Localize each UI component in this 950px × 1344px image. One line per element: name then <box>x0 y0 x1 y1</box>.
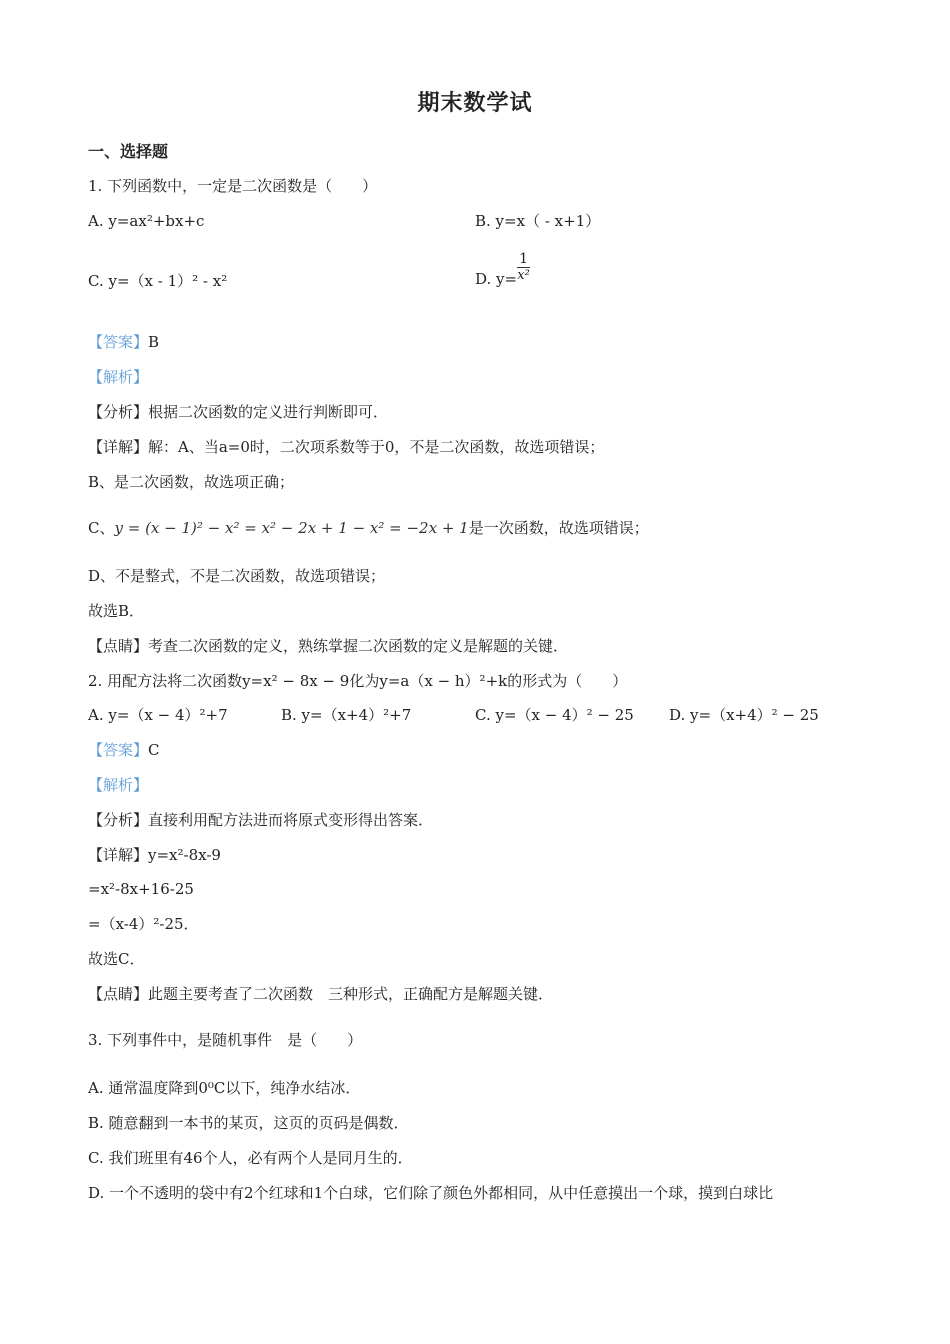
q2-choose: 故选C． <box>88 950 145 968</box>
q2-answer <box>88 740 160 760</box>
q1-line-d: D、不是整式，不是二次函数，故选项错误； <box>88 567 386 585</box>
q1-answer <box>88 332 159 352</box>
q1-option-b: B. y=x（ - x+1） <box>475 212 601 230</box>
q2-step1: =x²-8x+16-25 <box>88 880 194 898</box>
fraction-numerator: 1 <box>519 251 528 267</box>
q1-choose: 故选B． <box>88 602 145 620</box>
q2-option-a: A. y=（x − 4）²+7 <box>88 706 228 724</box>
q1-option-a: A. y=ax²+bx+c <box>88 212 205 230</box>
q2-stem: 2. 用配方法将二次函数y=x² − 8x − 9化为y=a（x − h）²+k的形式为（ ） <box>88 672 628 690</box>
section-heading: 一、选择题 <box>88 142 169 161</box>
q1-stem: 1. 下列函数中，一定是二次函数是（ ） <box>88 177 378 195</box>
q1-line-c <box>88 518 649 538</box>
q1-line-b: B、是二次函数，故选项正确； <box>88 473 295 491</box>
fraction <box>517 251 530 283</box>
q3-option-d: D. 一个不透明的袋中有2个红球和1个白球，它们除了颜色外都相同，从中任意摸出一个球，摸到白球比 <box>88 1184 774 1202</box>
q1-fenxi: 【分析】根据二次函数的定义进行判断即可． <box>88 403 389 421</box>
q3-option-c: C. 我们班里有46个人，必有两个人是同月生的． <box>88 1149 413 1167</box>
q3-option-a: A. 通常温度降到0⁰C以下，纯净水结冰． <box>88 1079 361 1097</box>
q1-xiangjie: 【详解】解：A、当a=0时，二次项系数等于0，不是二次函数，故选项错误； <box>88 438 605 456</box>
q1-dianjing: 【点睛】考查二次函数的定义，熟练掌握二次函数的定义是解题的关键． <box>88 637 569 655</box>
answer-tag: 【答案】 <box>88 741 149 759</box>
line-c-prefix: C、 <box>88 519 115 537</box>
q1-option-d-prefix: D. y= <box>475 270 518 288</box>
q3-option-b: B. 随意翻到一本书的某页，这页的页码是偶数． <box>88 1114 409 1132</box>
page-title: 期末数学试 <box>417 90 533 116</box>
q2-option-b: B. y=（x+4）²+7 <box>281 706 412 724</box>
q3-stem: 3. 下列事件中，是随机事件 是（ ） <box>88 1031 363 1049</box>
q2-dianjing: 【点睛】此题主要考查了二次函数 三种形式，正确配方是解题关键． <box>88 985 554 1003</box>
fraction-denominator: x² <box>517 268 530 283</box>
line-c-suffix: 是一次函数，故选项错误； <box>468 519 649 537</box>
q2-xiangjie: 【详解】y=x²-8x-9 <box>88 846 221 864</box>
q2-analysis-tag: 【解析】 <box>88 776 149 794</box>
q1-option-c: C. y=（x - 1）² - x² <box>88 272 228 290</box>
q2-step2: =（x-4）²-25． <box>88 915 199 933</box>
q2-option-d: D. y=（x+4）² − 25 <box>669 706 819 724</box>
q1-option-d <box>475 246 530 288</box>
answer-tag: 【答案】 <box>88 333 149 351</box>
q1-analysis-tag: 【解析】 <box>88 368 149 386</box>
answer-value: B <box>148 333 160 351</box>
answer-value: C <box>148 741 160 759</box>
q2-fenxi: 【分析】直接利用配方法进而将原式变形得出答案． <box>88 811 434 829</box>
math-expression: y = (x − 1)² − x² = x² − 2x + 1 − x² = −2x + 1 <box>114 519 469 537</box>
q2-option-c: C. y=（x − 4）² − 25 <box>475 706 634 724</box>
